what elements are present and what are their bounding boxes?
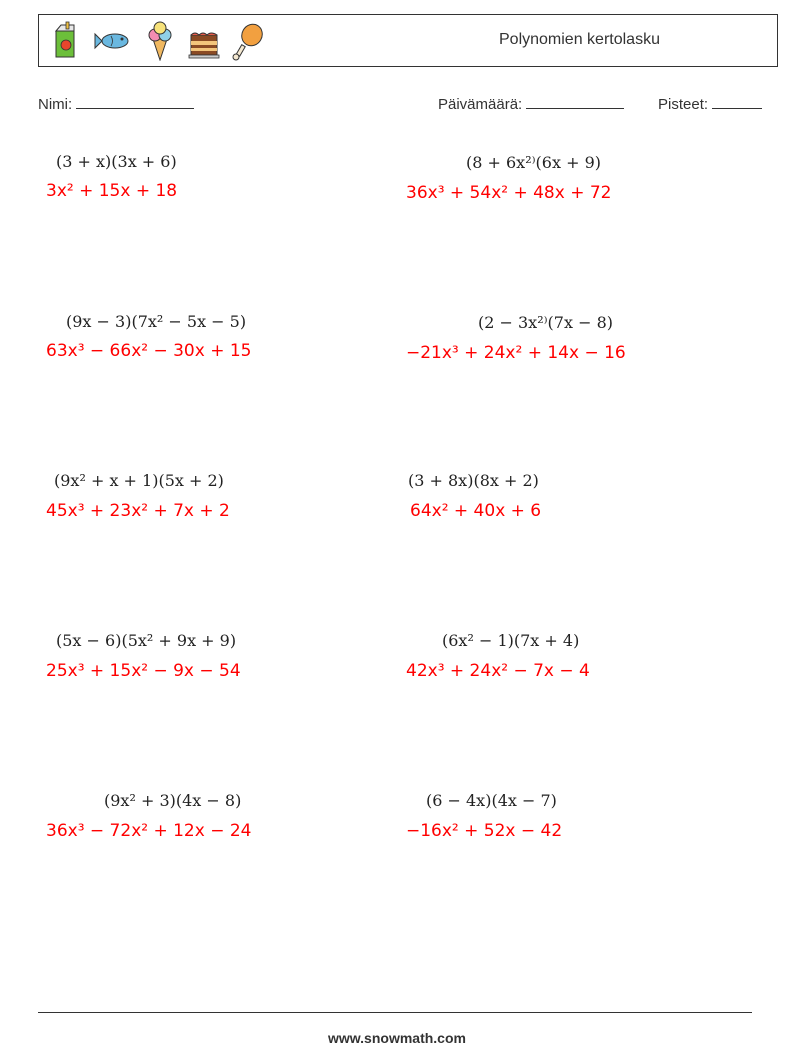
- header-icons: [49, 21, 265, 61]
- problem-answer: −21x³ + 24x² + 14x − 16: [406, 343, 626, 363]
- juice-box-icon: [49, 21, 83, 61]
- problem-question: (8 + 6x²⁾(6x + 9): [466, 153, 601, 172]
- ice-cream-icon: [143, 21, 177, 61]
- date-label: Päivämäärä:: [438, 96, 523, 113]
- name-label: Nimi:: [38, 96, 73, 113]
- problem-question: (6x² − 1)(7x + 4): [442, 631, 580, 650]
- problem-answer: −16x² + 52x − 42: [406, 821, 563, 841]
- problem-question: (9x² + x + 1)(5x + 2): [54, 471, 224, 490]
- problem-question: (3 + x)(3x + 6): [56, 152, 177, 171]
- name-line: [76, 94, 194, 109]
- footer-url[interactable]: www.snowmath.com: [328, 1030, 466, 1046]
- problem-answer: 42x³ + 24x² − 7x − 4: [406, 661, 590, 681]
- problem-answer: 64x² + 40x + 6: [410, 501, 542, 521]
- score-line: [712, 94, 762, 109]
- footer-divider: [38, 1012, 752, 1013]
- score-label: Pisteet:: [658, 96, 709, 113]
- problem-question: (2 − 3x²⁾(7x − 8): [478, 313, 613, 332]
- worksheet-header: [38, 14, 778, 67]
- problem-question: (9x − 3)(7x² − 5x − 5): [66, 312, 247, 331]
- problem-answer: 25x³ + 15x² − 9x − 54: [46, 661, 241, 681]
- date-field: [438, 94, 624, 113]
- cake-icon: [187, 21, 221, 61]
- problem-question: (5x − 6)(5x² + 9x + 9): [56, 631, 237, 650]
- problem-answer: 3x² + 15x + 18: [46, 181, 178, 201]
- problem-answer: 45x³ + 23x² + 7x + 2: [46, 501, 230, 521]
- problem-question: (9x² + 3)(4x − 8): [104, 791, 242, 810]
- name-field: [38, 94, 194, 113]
- problem-answer: 36x³ + 54x² + 48x + 72: [406, 183, 612, 203]
- worksheet-title: Polynomien kertolasku: [499, 31, 660, 48]
- problem-question: (6 − 4x)(4x − 7): [426, 791, 557, 810]
- problem-answer: 63x³ − 66x² − 30x + 15: [46, 341, 252, 361]
- drumstick-icon: [231, 21, 265, 61]
- problem-question: (3 + 8x)(8x + 2): [408, 471, 539, 490]
- problem-answer: 36x³ − 72x² + 12x − 24: [46, 821, 252, 841]
- fish-icon: [93, 21, 133, 61]
- date-line: [526, 94, 624, 109]
- score-field: [658, 94, 762, 113]
